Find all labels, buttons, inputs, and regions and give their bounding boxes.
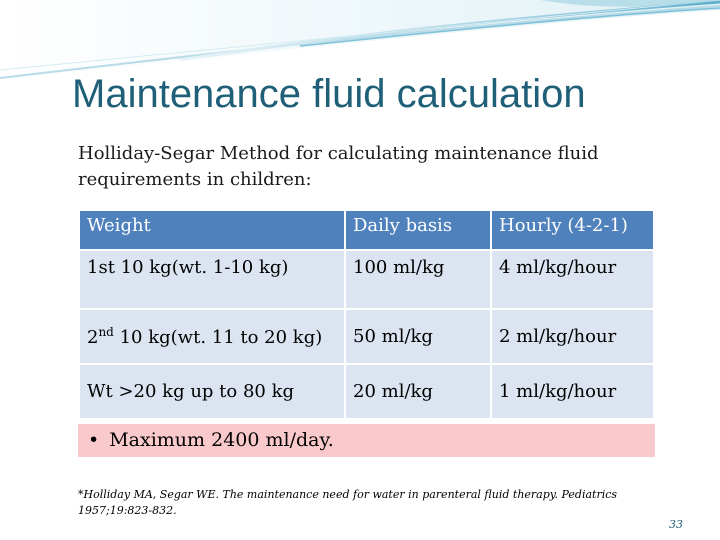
table-row [79,250,654,309]
cell-weight: 1st 10 kg(wt. 1-10 kg) [79,250,345,309]
cell-daily: 100 ml/kg [345,250,491,309]
header-weight: Weight [79,210,345,250]
fluid-table [78,209,655,420]
table-row [79,309,654,364]
page-number: 33 [669,518,683,531]
bullet-icon: • [88,429,100,451]
weight-ordinal: 2 [87,327,99,348]
maximum-note-text: Maximum 2400 ml/day. [109,429,334,451]
cell-weight [79,309,345,364]
intro-text: Holliday-Segar Method for calculating maintenance fluid requirements in children: [78,143,599,190]
cell-daily: 20 ml/kg [345,364,491,419]
cell-hourly: 1 ml/kg/hour [491,364,654,419]
weight-range: 10 kg(wt. 11 to 20 kg) [113,327,323,348]
maximum-note-box [78,424,655,457]
weight-ordinal-suffix: nd [98,325,114,339]
header-hourly: Hourly (4-2-1) [491,210,654,250]
cell-daily: 50 ml/kg [345,309,491,364]
table-header-row [79,210,654,250]
cell-hourly: 2 ml/kg/hour [491,309,654,364]
citation-text: *Holliday MA, Segar WE. The maintenance need for water in parenteral fluid therapy. Pediatrics 1957;19:823-832. [78,488,618,517]
slide-title: Maintenance fluid calculation [72,72,586,116]
cell-weight: Wt >20 kg up to 80 kg [79,364,345,419]
table-row [79,364,654,419]
header-daily: Daily basis [345,210,491,250]
cell-hourly: 4 ml/kg/hour [491,250,654,309]
